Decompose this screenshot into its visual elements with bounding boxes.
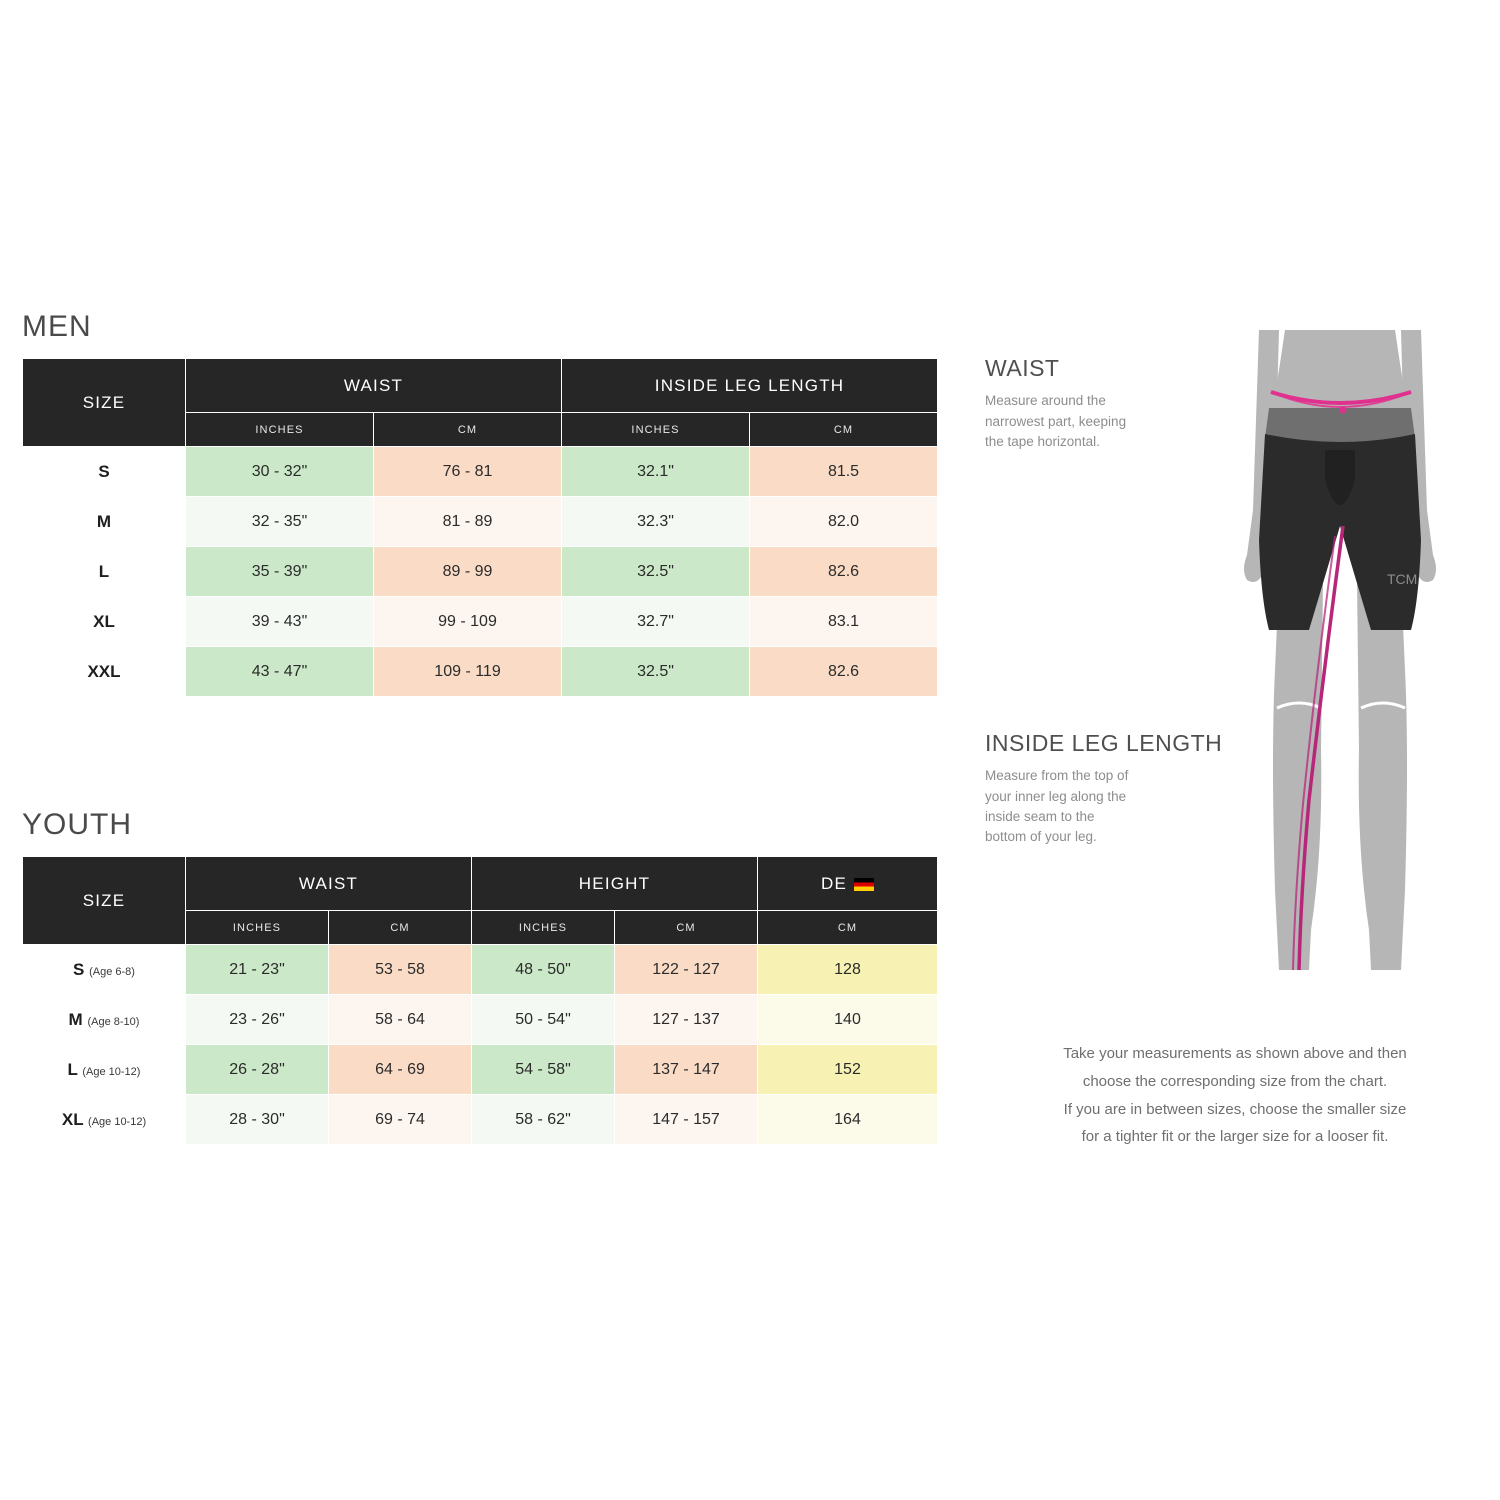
note-line: If you are in between sizes, choose the smaller size (1063, 1100, 1407, 1118)
leg-instruction-title: INSIDE LEG LENGTH (985, 730, 1223, 756)
table-row (23, 597, 938, 647)
waist-instruction (985, 355, 1135, 452)
men-row-waist-cm: 109 - 119 (374, 647, 562, 697)
men-row-waist-inches: 30 - 32" (186, 447, 374, 497)
youth-row-size (23, 1045, 186, 1095)
men-row-size: L (23, 547, 186, 597)
youth-row-size-label: XL (61, 1109, 84, 1129)
youth-subheader-de-cm: CM (758, 911, 938, 945)
men-row-waist-cm: 81 - 89 (374, 497, 562, 547)
youth-row-height-inches: 54 - 58" (472, 1045, 615, 1095)
men-header-size: SIZE (23, 359, 186, 447)
youth-row-waist-cm: 69 - 74 (329, 1095, 472, 1145)
leg-instruction-text: Measure from the top of your inner leg along the inside seam to the bottom of your leg. (985, 768, 1129, 845)
men-row-waist-inches: 32 - 35" (186, 497, 374, 547)
men-row-size: XL (23, 597, 186, 647)
men-subheader-waist-cm: CM (374, 413, 562, 447)
men-row-leg-cm: 82.0 (750, 497, 938, 547)
youth-row-height-cm: 137 - 147 (615, 1045, 758, 1095)
table-row (23, 647, 938, 697)
men-row-size: XXL (23, 647, 186, 697)
youth-row-de-cm: 152 (758, 1045, 938, 1095)
german-flag-icon (854, 878, 874, 891)
youth-row-height-inches: 48 - 50" (472, 945, 615, 995)
youth-row-waist-inches: 21 - 23" (186, 945, 329, 995)
youth-subheader-height-cm: CM (615, 911, 758, 945)
note-line: Take your measurements as shown above and then (1063, 1045, 1407, 1062)
table-row (23, 547, 938, 597)
men-row-waist-cm: 99 - 109 (374, 597, 562, 647)
youth-row-de-cm: 128 (758, 945, 938, 995)
men-subheader-leg-cm: CM (750, 413, 938, 447)
men-row-size: M (23, 497, 186, 547)
men-section (22, 310, 937, 697)
youth-row-de-cm: 140 (758, 995, 938, 1045)
youth-row-height-cm: 147 - 157 (615, 1095, 758, 1145)
waist-instruction-title: WAIST (985, 355, 1060, 381)
youth-row-size-label: L (67, 1059, 78, 1079)
youth-section-title: YOUTH (22, 808, 132, 841)
youth-row-size (23, 1095, 186, 1145)
youth-row-height-cm: 127 - 137 (615, 995, 758, 1045)
men-section-title: MEN (22, 310, 92, 343)
men-header-waist: WAIST (186, 359, 562, 413)
table-row (23, 1095, 938, 1145)
youth-subheader-waist-cm: CM (329, 911, 472, 945)
left-leg-shape (1273, 580, 1323, 970)
men-size-table (22, 358, 938, 697)
measurement-figure (1175, 330, 1500, 995)
male-lower-body-illustration (1175, 330, 1500, 990)
youth-header-waist: WAIST (186, 857, 472, 911)
men-subheader-leg-inches: INCHES (562, 413, 750, 447)
note-line: choose the corresponding size from the chart. (1082, 1072, 1388, 1090)
youth-row-size-age: (Age 6-8) (89, 965, 135, 978)
men-row-waist-cm: 76 - 81 (374, 447, 562, 497)
youth-row-waist-inches: 28 - 30" (186, 1095, 329, 1145)
right-leg-shape (1357, 580, 1407, 970)
men-row-waist-inches: 39 - 43" (186, 597, 374, 647)
table-row (23, 447, 938, 497)
youth-row-waist-cm: 64 - 69 (329, 1045, 472, 1095)
youth-size-table (22, 856, 938, 1145)
youth-row-de-cm: 164 (758, 1095, 938, 1145)
men-table-header-row (23, 359, 938, 413)
men-row-leg-cm: 81.5 (750, 447, 938, 497)
men-row-leg-inches: 32.5" (562, 547, 750, 597)
men-subheader-waist-inches: INCHES (186, 413, 374, 447)
men-row-size: S (23, 447, 186, 497)
youth-row-size (23, 995, 186, 1045)
men-row-waist-inches: 35 - 39" (186, 547, 374, 597)
youth-row-size-age: (Age 10-12) (82, 1065, 141, 1078)
table-row (23, 995, 938, 1045)
youth-header-size: SIZE (23, 857, 186, 945)
men-row-leg-cm: 82.6 (750, 647, 938, 697)
men-row-leg-inches: 32.1" (562, 447, 750, 497)
youth-table-header-row (23, 857, 938, 911)
youth-row-size (23, 945, 186, 995)
youth-row-height-inches: 58 - 62" (472, 1095, 615, 1145)
brand-mark: TCM (1387, 571, 1418, 587)
youth-row-waist-cm: 53 - 58 (329, 945, 472, 995)
table-row (23, 945, 938, 995)
youth-row-waist-inches: 23 - 26" (186, 995, 329, 1045)
youth-row-waist-cm: 58 - 64 (329, 995, 472, 1045)
youth-row-size-label: M (68, 1009, 83, 1029)
youth-header-de-label: DE (821, 873, 848, 893)
youth-section (22, 808, 937, 1145)
youth-row-height-inches: 50 - 54" (472, 995, 615, 1045)
men-row-leg-cm: 83.1 (750, 597, 938, 647)
men-row-leg-inches: 32.3" (562, 497, 750, 547)
youth-header-height: HEIGHT (472, 857, 758, 911)
youth-header-de (758, 857, 938, 911)
youth-row-size-age: (Age 10-12) (88, 1115, 147, 1128)
table-row (23, 1045, 938, 1095)
youth-row-size-label: S (73, 959, 85, 979)
men-header-leg: INSIDE LEG LENGTH (562, 359, 938, 413)
youth-row-size-age: (Age 8-10) (87, 1015, 140, 1028)
waist-instruction-text: Measure around the narrowest part, keeping the tape horizontal. (985, 393, 1127, 449)
men-row-leg-inches: 32.7" (562, 597, 750, 647)
youth-row-height-cm: 122 - 127 (615, 945, 758, 995)
table-row (23, 497, 938, 547)
measurement-note (985, 1040, 1485, 1151)
note-line: for a tighter fit or the larger size for a looser fit. (1081, 1128, 1389, 1146)
youth-subheader-waist-inches: INCHES (186, 911, 329, 945)
men-row-waist-cm: 89 - 99 (374, 547, 562, 597)
men-row-leg-inches: 32.5" (562, 647, 750, 697)
men-row-waist-inches: 43 - 47" (186, 647, 374, 697)
waist-tape-marker (1340, 407, 1347, 414)
youth-row-waist-inches: 26 - 28" (186, 1045, 329, 1095)
men-row-leg-cm: 82.6 (750, 547, 938, 597)
youth-subheader-height-inches: INCHES (472, 911, 615, 945)
